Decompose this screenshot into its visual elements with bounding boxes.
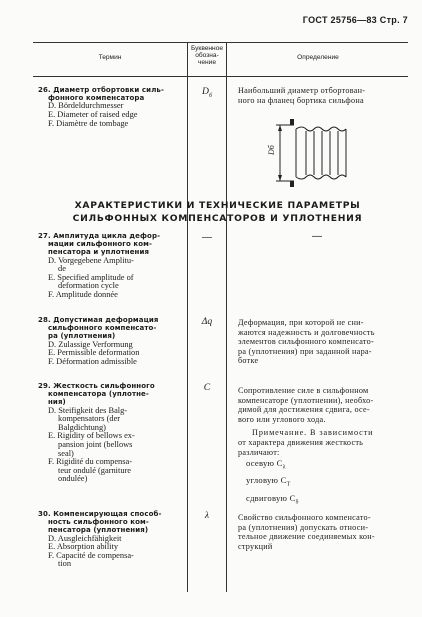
entry-28-term	[38, 316, 186, 366]
page-header: ГОСТ 25756—83 Стр. 7	[302, 15, 408, 25]
definition-line: ного на фланец бортика сильфона	[238, 95, 364, 105]
rigidity-label: сдвиговую C	[246, 492, 296, 503]
symbol-subscript: б	[208, 92, 212, 99]
translation-de: Balgdichtung)	[58, 422, 106, 432]
note-line: от характера движения жесткость	[238, 437, 364, 447]
translation-fr: F. Diamètre de tombage	[48, 118, 129, 128]
translation-en: E. Specified amplitude of	[48, 272, 134, 282]
translation-de: D. Zulassige Verformung	[48, 339, 133, 349]
translation-fr: ondulée)	[58, 474, 88, 484]
symbol-letter: D	[202, 86, 209, 97]
term-title: 30. Компенсирующая способ-	[38, 510, 162, 518]
term-title: 27. Амплитуда цикла дефор-	[38, 232, 161, 240]
definition-line: Свойство сильфонного компенсато-	[238, 513, 371, 522]
symbol-header-line: чение	[197, 59, 217, 67]
translation-de: D. Steifigkeit des Balg-	[48, 405, 128, 415]
translation-fr: F. Rigidité du compensa-	[48, 457, 132, 467]
term-title: ность сильфонного ком-	[48, 518, 149, 527]
translation-en: E. Rigidity of bellows ex-	[48, 431, 135, 441]
term-title: пенсатора и уплотнения	[48, 248, 150, 257]
term-title: ния)	[48, 398, 66, 407]
term-title: мации сильфонного ком-	[48, 240, 153, 249]
entry-30-definition	[238, 513, 410, 551]
entry-30-term	[38, 510, 186, 569]
entry-26-symbol	[187, 86, 227, 99]
entry-29-term	[38, 382, 186, 484]
translation-en: E. Diameter of raised edge	[48, 110, 138, 119]
definition-line: ра (уплотнения) при заданной нара-	[238, 346, 372, 356]
translation-en: E. Absorption ability	[48, 542, 119, 552]
term-title: 29. Жесткость сильфонного	[38, 382, 155, 390]
entry-30-symbol: λ	[204, 510, 210, 521]
translation-en: deformation cycle	[58, 281, 119, 291]
definition-line: Наибольший диаметр отбортован-	[238, 86, 366, 95]
definition-line: ботке	[238, 356, 259, 366]
entry-27-term	[38, 232, 186, 300]
term-title: 26. Диаметр отбортовки силь-	[38, 86, 164, 94]
table-header-rule	[33, 76, 408, 77]
translation-fr: teur ondulé (garniture	[58, 465, 132, 475]
section-title-line: ХАРАКТЕРИСТИКИ И ТЕХНИЧЕСКИЕ ПАРАМЕТРЫ	[74, 200, 361, 211]
rigidity-angular	[238, 474, 410, 491]
entry-27-symbol: —	[202, 232, 212, 243]
column-header-symbol	[187, 45, 227, 67]
definition-line: вого или углового хода.	[238, 414, 326, 424]
figure-dimension-label: Dб	[267, 145, 276, 155]
definition-line: жаются надежность и долговечность	[238, 327, 375, 337]
entry-27-definition: —	[312, 231, 323, 242]
definition-line: элементов сильфонного компенсато-	[238, 337, 374, 347]
note-line: различают:	[238, 447, 280, 457]
translation-fr: tion	[58, 559, 72, 569]
term-title: пенсатора (уплотнения)	[48, 526, 149, 535]
translation-de: D. Bördeldurchmesser	[48, 101, 124, 111]
definition-line: компенсаторе (уплотнении), необхо-	[238, 395, 374, 405]
translation-fr: F. Capacité de compensa-	[48, 550, 134, 560]
term-title: компенсатора (уплотне-	[48, 390, 149, 399]
entry-26-term	[38, 86, 186, 128]
symbol-header-line: Буквенное	[190, 45, 224, 52]
rigidity-shear	[238, 492, 410, 509]
translation-de: kompensators (der	[58, 414, 121, 424]
rigidity-subscript: λ	[282, 464, 286, 471]
symbol-header-line: обозна-	[195, 52, 219, 60]
translation-de: D. Vorgegebene Amplitu-	[48, 255, 134, 265]
rigidity-subscript: δ	[295, 499, 299, 506]
term-title: сильфонного компенсато-	[48, 324, 157, 333]
translation-fr: F. Amplitude donnée	[48, 289, 118, 299]
section-title	[20, 200, 415, 225]
term-title: ра (уплотнения)	[48, 332, 116, 341]
entry-28-symbol: Δq	[201, 316, 213, 327]
column-header-term: Термин	[98, 54, 122, 61]
translation-en: pansion joint (bellows	[58, 439, 133, 449]
term-title: 28. Допустимая деформация	[38, 316, 159, 324]
bellows-figure	[267, 115, 360, 187]
definition-line: тельное движение соединяемых кон-	[238, 532, 375, 542]
definition-line: Сопротивление силе в сильфонном	[238, 386, 369, 395]
rigidity-label: осевую C	[246, 458, 283, 469]
rigidity-axial	[238, 457, 410, 474]
entry-26-definition	[238, 86, 410, 105]
definition-line: димой для достижения сдвига, осе-	[238, 405, 370, 415]
translation-de: de	[58, 264, 66, 274]
translation-en: E. Permissible deformation	[48, 348, 140, 358]
entry-29-symbol: C	[203, 382, 211, 393]
definition-line: ра (уплотнения) допускать относи-	[238, 522, 369, 532]
translation-fr: F. Déformation admissible	[48, 356, 137, 366]
table-top-rule	[33, 42, 408, 43]
entry-29-definition	[238, 386, 410, 509]
translation-de: D. Ausgleichfähigkeit	[48, 533, 122, 543]
term-title: фонного компенсатора	[48, 94, 145, 103]
note-line: Примечание. В зависимости	[252, 428, 374, 438]
translation-en: seal)	[58, 448, 74, 458]
definition-line: струкций	[238, 541, 273, 551]
rigidity-label: угловую C	[246, 475, 287, 486]
column-header-definition: Определение	[297, 54, 339, 61]
definition-line: Деформация, при которой не сни-	[238, 318, 364, 327]
section-title-line: СИЛЬФОННЫХ КОМПЕНСАТОРОВ И УПЛОТНЕНИЯ	[72, 212, 363, 224]
rigidity-subscript: T	[286, 482, 291, 489]
entry-28-definition	[238, 318, 410, 366]
